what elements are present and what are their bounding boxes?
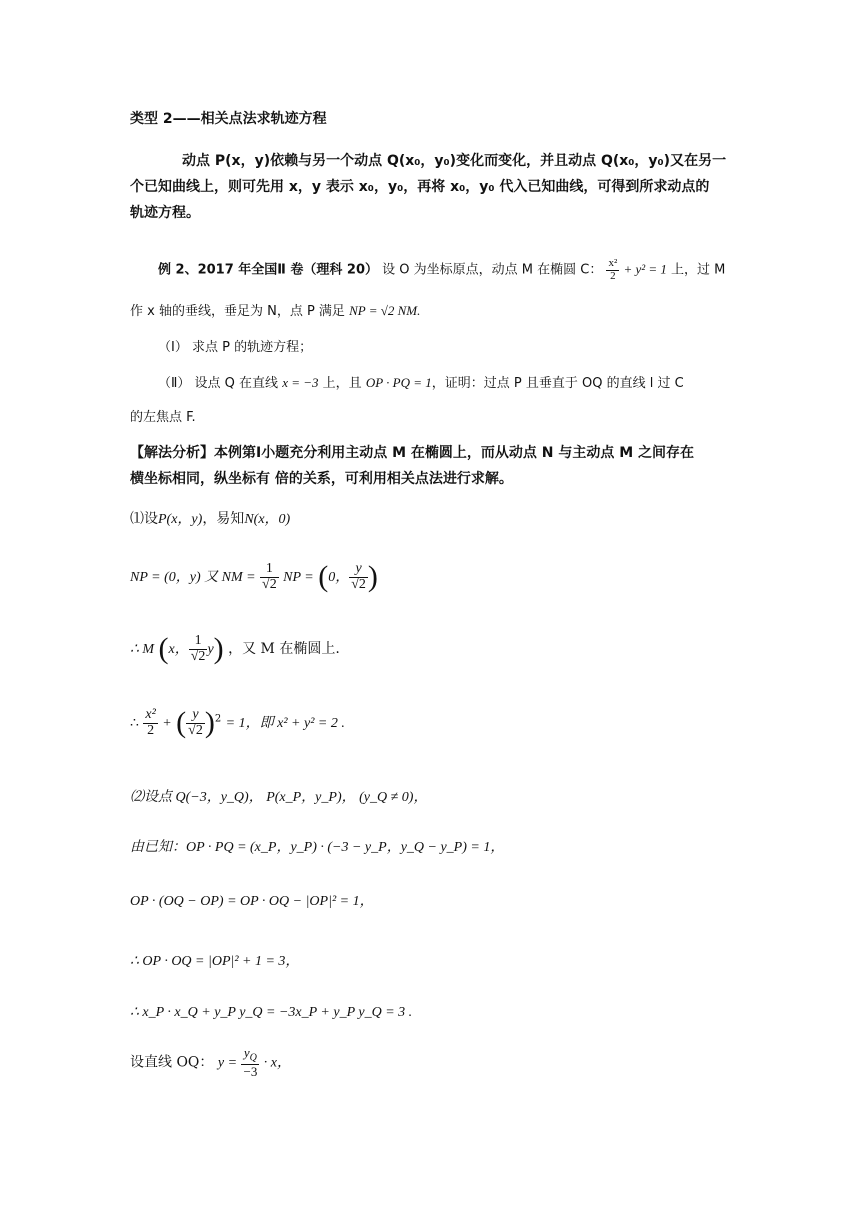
- analysis-line-2: 横坐标相同，纵坐标有 倍的关系，可利用相关点法进行求解。: [130, 471, 513, 487]
- intro-line-3: 轨迹方程。: [130, 205, 200, 221]
- question-2: [158, 372, 684, 391]
- example-text-1b: 上，过 M: [671, 262, 726, 278]
- step-10-c: · x，: [263, 1055, 291, 1071]
- step-1-p: P(x，y): [158, 512, 203, 527]
- ellipse-fraction: $\frac{\text{x²}}{2}$: [608, 257, 618, 282]
- ellipse-rest: + y² = 1: [623, 261, 667, 277]
- solution-step-6: 由已知：OP · PQ = (x_P，y_P) · (−3 − y_P，y_Q − y_P) = 1，: [130, 840, 505, 855]
- example-line-2: [130, 300, 420, 319]
- question-1: [158, 336, 312, 355]
- question-2-text-b: 上，且: [322, 376, 362, 391]
- step-1-mid: ，易知: [202, 511, 245, 527]
- solution-step-3: ∴ M (x， $\frac{1}{√2}$ y) ，又 M 在椭圆上.: [130, 632, 340, 665]
- question-2-condition: OP · PQ = 1: [365, 375, 432, 390]
- section-heading: 类型 2——相关点法求轨迹方程: [130, 111, 327, 127]
- analysis-line-1: 【解法分析】本例第Ⅰ小题充分利用主动点 M 在椭圆上，而从动点 N 与主动点 M 之间存在: [130, 445, 695, 461]
- example-condition: NP = √2 NM.: [349, 303, 421, 318]
- step-1-label: ⑴设: [130, 511, 158, 527]
- step-2-fraction: $\frac{1}{√2}$: [262, 560, 277, 592]
- solution-step-4: ∴ $\frac{\text{x²}}{2}$ + ( $\frac{y}{√2}$ )$^2$ = 1，即 x² + y² = 2 .: [130, 706, 345, 739]
- step-2-b: NP =: [283, 570, 314, 585]
- question-2-label: （Ⅱ）: [158, 376, 191, 391]
- example-title: 例 2、2017 年全国Ⅱ 卷（理科 20）: [158, 262, 378, 278]
- step-3-b: ，又 M 在椭圆上.: [228, 641, 340, 657]
- solution-step-2: NP = (0，y) 又 NM = $\frac{1}{√2}$ NP = (0， $\frac{y}{√2}$ ): [130, 560, 378, 593]
- step-4-b: = 1，即 x² + y² = 2 .: [225, 716, 345, 731]
- question-1-text: 求点 P 的轨迹方程；: [191, 340, 313, 355]
- question-1-label: （Ⅰ）: [158, 340, 188, 355]
- intro-line-2: 个已知曲线上，则可先用 x，y 表示 x₀，y₀，再将 x₀，y₀ 代入已知曲线，可得到所求动点的: [130, 179, 710, 195]
- question-2-text-a: 设点 Q 在直线: [194, 376, 279, 391]
- step-1-n: N(x，0): [244, 512, 291, 527]
- question-2-text-c: ，证明：过点 P 且垂直于 OQ 的直线 l 过 C: [431, 376, 684, 391]
- example-text-2a: 作 x 轴的垂线，垂足为 N，点 P 满足: [130, 304, 345, 319]
- step-2-a: NP = (0，y) 又 NM =: [130, 570, 256, 585]
- question-2-line: x = −3: [282, 375, 319, 390]
- solution-step-1: [130, 508, 290, 528]
- intro-line-1: 动点 P(x，y)依赖与另一个动点 Q(x₀，y₀)变化而变化，并且动点 Q(x₀，y₀)又在另一: [182, 153, 727, 169]
- solution-step-8: ∴ OP · OQ = |OP|² + 1 = 3，: [130, 954, 300, 969]
- solution-step-7: OP · (OQ − OP) = OP · OQ − |OP|² = 1，: [130, 894, 374, 909]
- step-10-b: y =: [217, 1055, 238, 1071]
- solution-step-10: 设直线 OQ： y = $\frac{y_Q}{-3}$ · x，: [130, 1045, 291, 1080]
- solution-step-9: ∴ x_P · x_Q + y_P y_Q = −3x_P + y_P y_Q = 3 .: [130, 1005, 413, 1020]
- example-text-1a: 设 O 为坐标原点，动点 M 在椭圆 C：: [382, 262, 603, 278]
- step-10-a: 设直线 OQ：: [130, 1054, 214, 1071]
- question-2-line-2: 的左焦点 F.: [130, 410, 196, 425]
- step-4-a: ∴: [130, 715, 139, 731]
- step-3-a: ∴ M: [130, 642, 155, 657]
- example-line-1: [158, 258, 725, 282]
- solution-step-5: ⑵设点 Q(−3，y_Q)， P(x_P，y_P)， (y_Q ≠ 0)，: [130, 790, 428, 805]
